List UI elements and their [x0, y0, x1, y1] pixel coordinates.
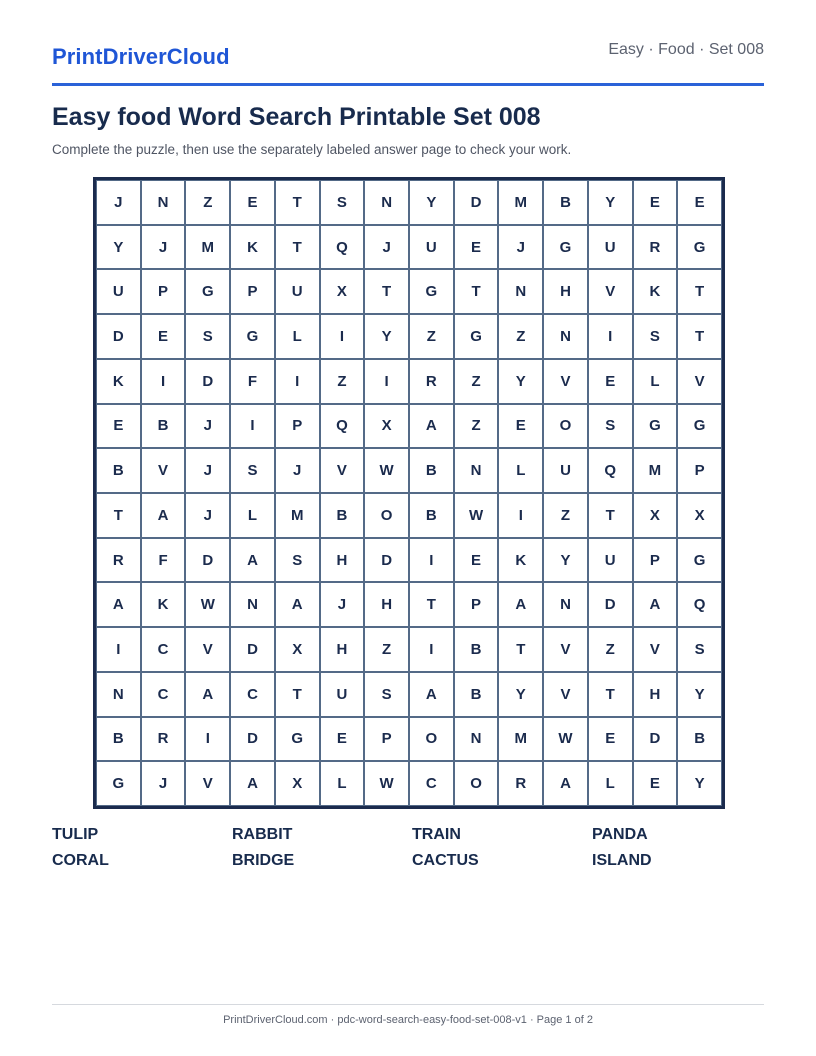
grid-cell: S	[633, 314, 678, 359]
grid-cell: D	[364, 538, 409, 583]
grid-cell: T	[677, 314, 722, 359]
grid-cell: Z	[320, 359, 365, 404]
brand-logo-text: PrintDriverCloud	[52, 44, 230, 69]
grid-cell: S	[364, 672, 409, 717]
grid-cell: U	[543, 448, 588, 493]
grid-cell: W	[364, 761, 409, 806]
grid-cell: Z	[185, 180, 230, 225]
grid-cell: K	[498, 538, 543, 583]
grid-cell: A	[498, 582, 543, 627]
grid-cell: B	[141, 404, 186, 449]
grid-cell: Z	[543, 493, 588, 538]
word-list-item: BRIDGE	[232, 852, 295, 869]
grid-cell: T	[454, 269, 499, 314]
grid-cell: S	[588, 404, 633, 449]
grid-cell: M	[185, 225, 230, 270]
grid-cell: V	[543, 359, 588, 404]
grid-cell: X	[633, 493, 678, 538]
grid-cell: J	[185, 448, 230, 493]
grid-cell: T	[498, 627, 543, 672]
grid-cell: B	[454, 672, 499, 717]
grid-cell: D	[96, 314, 141, 359]
grid-cell: Y	[677, 672, 722, 717]
grid-cell: G	[677, 538, 722, 583]
word-list-item: ISLAND	[592, 852, 652, 869]
grid-cell: C	[141, 627, 186, 672]
grid-cell: N	[454, 448, 499, 493]
grid-cell: K	[141, 582, 186, 627]
grid-cell: V	[543, 627, 588, 672]
grid-cell: B	[543, 180, 588, 225]
grid-cell: G	[230, 314, 275, 359]
word-list-item: TULIP	[52, 826, 99, 843]
grid-cell: Q	[677, 582, 722, 627]
grid-cell: G	[275, 717, 320, 762]
grid-cell: E	[633, 180, 678, 225]
grid-cell: S	[185, 314, 230, 359]
grid-cell: Y	[96, 225, 141, 270]
grid-cell: K	[230, 225, 275, 270]
grid-cell: K	[633, 269, 678, 314]
grid-cell: H	[633, 672, 678, 717]
grid-cell: E	[498, 404, 543, 449]
grid-cell: E	[588, 717, 633, 762]
grid-cell: T	[409, 582, 454, 627]
grid-cell: U	[409, 225, 454, 270]
grid-cell: E	[96, 404, 141, 449]
grid-cell: L	[633, 359, 678, 404]
grid-cell: D	[185, 359, 230, 404]
grid-cell: Q	[588, 448, 633, 493]
grid-cell: C	[409, 761, 454, 806]
grid-cell: I	[230, 404, 275, 449]
grid-cell: P	[230, 269, 275, 314]
grid-cell: M	[275, 493, 320, 538]
grid-cell: T	[96, 493, 141, 538]
grid-cell: N	[543, 314, 588, 359]
grid-cell: M	[633, 448, 678, 493]
grid-cell: T	[275, 225, 320, 270]
grid-cell: N	[543, 582, 588, 627]
grid-cell: W	[543, 717, 588, 762]
grid-cell: J	[185, 493, 230, 538]
grid-cell: B	[409, 448, 454, 493]
grid-cell: B	[677, 717, 722, 762]
grid-cell: V	[543, 672, 588, 717]
grid-cell: U	[320, 672, 365, 717]
grid-cell: T	[588, 672, 633, 717]
word-list-item: TRAIN	[412, 826, 461, 843]
grid-cell: J	[185, 404, 230, 449]
grid-cell: W	[454, 493, 499, 538]
grid-cell: T	[275, 180, 320, 225]
grid-cell: G	[409, 269, 454, 314]
grid-cell: E	[230, 180, 275, 225]
grid-cell: L	[275, 314, 320, 359]
grid-cell: A	[96, 582, 141, 627]
grid-cell: A	[275, 582, 320, 627]
grid-cell: D	[588, 582, 633, 627]
grid-cell: V	[677, 359, 722, 404]
grid-cell: N	[454, 717, 499, 762]
word-list-item: PANDA	[592, 826, 648, 843]
grid-cell: C	[230, 672, 275, 717]
grid-cell: A	[409, 672, 454, 717]
grid-cell: J	[96, 180, 141, 225]
grid-cell: H	[320, 627, 365, 672]
grid-cell: U	[96, 269, 141, 314]
grid-cell: X	[320, 269, 365, 314]
grid-cell: X	[364, 404, 409, 449]
grid-cell: I	[275, 359, 320, 404]
grid-cell: B	[320, 493, 365, 538]
grid-cell: L	[498, 448, 543, 493]
grid-cell: D	[633, 717, 678, 762]
header-divider	[52, 83, 764, 86]
grid-cell: E	[588, 359, 633, 404]
grid-cell: E	[141, 314, 186, 359]
grid-cell: R	[409, 359, 454, 404]
grid-cell: A	[543, 761, 588, 806]
grid-cell: J	[320, 582, 365, 627]
grid-cell: I	[185, 717, 230, 762]
grid-cell: V	[185, 761, 230, 806]
grid-cell: Z	[364, 627, 409, 672]
grid-cell: A	[185, 672, 230, 717]
grid-cell: N	[230, 582, 275, 627]
grid-cell: U	[275, 269, 320, 314]
grid-cell: B	[409, 493, 454, 538]
grid-cell: J	[364, 225, 409, 270]
grid-cell: N	[96, 672, 141, 717]
grid-cell: Z	[498, 314, 543, 359]
word-list	[52, 826, 772, 870]
grid-cell: X	[275, 627, 320, 672]
grid-cell: Y	[409, 180, 454, 225]
grid-cell: N	[498, 269, 543, 314]
grid-cell: G	[633, 404, 678, 449]
grid-cell: F	[230, 359, 275, 404]
grid-cell: Q	[320, 225, 365, 270]
grid-cell: J	[275, 448, 320, 493]
grid-cell: Z	[454, 404, 499, 449]
grid-cell: U	[588, 225, 633, 270]
grid-cell: G	[96, 761, 141, 806]
grid-cell: J	[498, 225, 543, 270]
grid-cell: V	[141, 448, 186, 493]
grid-cell: I	[96, 627, 141, 672]
grid-cell: A	[230, 538, 275, 583]
grid-cell: T	[364, 269, 409, 314]
grid-cell: V	[320, 448, 365, 493]
grid-cell: H	[543, 269, 588, 314]
grid-cell: I	[588, 314, 633, 359]
grid-cell: O	[543, 404, 588, 449]
grid-cell: P	[677, 448, 722, 493]
word-list-item: RABBIT	[232, 826, 293, 843]
grid-cell: Y	[677, 761, 722, 806]
grid-cell: D	[185, 538, 230, 583]
grid-cell: P	[141, 269, 186, 314]
grid-cell: L	[588, 761, 633, 806]
grid-cell: P	[633, 538, 678, 583]
grid-cell: E	[633, 761, 678, 806]
grid-cell: P	[275, 404, 320, 449]
grid-cell: Z	[454, 359, 499, 404]
grid-cell: G	[185, 269, 230, 314]
grid-cell: O	[409, 717, 454, 762]
grid-cell: T	[677, 269, 722, 314]
grid-cell: E	[454, 225, 499, 270]
grid-cell: B	[96, 448, 141, 493]
grid-cell: P	[364, 717, 409, 762]
footer-divider	[52, 1004, 764, 1005]
grid-cell: V	[633, 627, 678, 672]
grid-cell: H	[364, 582, 409, 627]
word-list-item: CACTUS	[412, 852, 479, 869]
grid-cell: O	[454, 761, 499, 806]
grid-cell: D	[230, 627, 275, 672]
grid-cell: Y	[543, 538, 588, 583]
grid-cell: X	[275, 761, 320, 806]
grid-cell: A	[409, 404, 454, 449]
grid-cell: L	[230, 493, 275, 538]
grid-cell: C	[141, 672, 186, 717]
grid-cell: G	[543, 225, 588, 270]
grid-cell: R	[141, 717, 186, 762]
grid-cell: D	[454, 180, 499, 225]
grid-cell: W	[364, 448, 409, 493]
grid-cell: D	[230, 717, 275, 762]
grid-cell: Z	[409, 314, 454, 359]
grid-cell: V	[588, 269, 633, 314]
grid-cell: I	[141, 359, 186, 404]
grid-cell: K	[96, 359, 141, 404]
grid-cell: I	[409, 627, 454, 672]
grid-cell: I	[364, 359, 409, 404]
grid-cell: A	[230, 761, 275, 806]
grid-cell: W	[185, 582, 230, 627]
grid-cell: M	[498, 180, 543, 225]
grid-cell: E	[677, 180, 722, 225]
grid-cell: Q	[320, 404, 365, 449]
grid-cell: S	[230, 448, 275, 493]
word-list-item: CORAL	[52, 852, 109, 869]
grid-cell: T	[588, 493, 633, 538]
grid-cell: G	[677, 225, 722, 270]
grid-cell: Y	[364, 314, 409, 359]
grid-cell: P	[454, 582, 499, 627]
grid-cell: U	[588, 538, 633, 583]
grid-cell: A	[633, 582, 678, 627]
grid-cell: S	[677, 627, 722, 672]
grid-cell: O	[364, 493, 409, 538]
grid-cell: B	[454, 627, 499, 672]
grid-cell: Y	[498, 359, 543, 404]
grid-cell: I	[320, 314, 365, 359]
grid-cell: G	[454, 314, 499, 359]
grid-cell: S	[320, 180, 365, 225]
grid-cell: J	[141, 225, 186, 270]
grid-cell: L	[320, 761, 365, 806]
grid-cell: H	[320, 538, 365, 583]
grid-cell: T	[275, 672, 320, 717]
grid-cell: F	[141, 538, 186, 583]
grid-cell: M	[498, 717, 543, 762]
grid-cell: Z	[588, 627, 633, 672]
page-title: Easy food Word Search Printable Set 008	[52, 103, 541, 131]
grid-cell: B	[96, 717, 141, 762]
grid-cell: E	[454, 538, 499, 583]
grid-cell: X	[677, 493, 722, 538]
grid-cell: N	[141, 180, 186, 225]
grid-cell: Y	[588, 180, 633, 225]
grid-cell: Y	[498, 672, 543, 717]
breadcrumb: Easy · Food · Set 008	[608, 41, 764, 58]
grid-cell: G	[677, 404, 722, 449]
grid-cell: R	[96, 538, 141, 583]
grid-cell: J	[141, 761, 186, 806]
grid-cell: I	[409, 538, 454, 583]
grid-cell: R	[633, 225, 678, 270]
grid-cell: V	[185, 627, 230, 672]
grid-cell: I	[498, 493, 543, 538]
page-footer: PrintDriverCloud.com · pdc-word-search-easy-food-set-008-v1 · Page 1 of 2	[223, 1014, 593, 1026]
grid-cell: S	[275, 538, 320, 583]
grid-cell: E	[320, 717, 365, 762]
grid-cell: A	[141, 493, 186, 538]
page-subtitle: Complete the puzzle, then use the separately labeled answer page to check your work.	[52, 142, 572, 157]
grid-cell: R	[498, 761, 543, 806]
grid-cell: N	[364, 180, 409, 225]
word-search-grid	[93, 177, 725, 809]
